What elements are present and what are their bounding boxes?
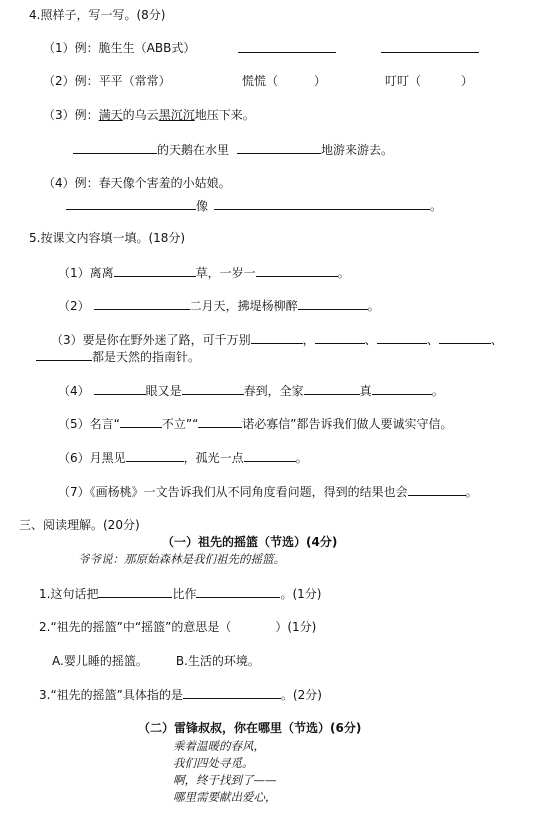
blank-line[interactable] bbox=[439, 331, 491, 344]
blank-line[interactable] bbox=[408, 483, 466, 496]
blank-line[interactable] bbox=[183, 686, 281, 699]
q5-l3-sep4: 、 bbox=[490, 333, 503, 347]
q4-s1-prefix: 例： bbox=[74, 41, 99, 55]
blank-line[interactable] bbox=[66, 197, 196, 210]
q5-l1-t3: 。 bbox=[337, 266, 350, 280]
q5-l2-t2: 。 bbox=[367, 299, 380, 313]
q5-l7-t1: 《画杨桃》一文告诉我们从不同角度看问题，得到的结果也会 bbox=[89, 485, 408, 499]
passage1-quote: 爷爷说：那原始森林是我们祖先的摇篮。 bbox=[78, 552, 285, 566]
q4-s4b bbox=[66, 197, 442, 214]
q4-heading: 4.照样子，写一写。(8分) bbox=[29, 8, 166, 22]
blank-line[interactable] bbox=[114, 264, 196, 277]
blank-line[interactable] bbox=[214, 197, 430, 210]
blank-line[interactable] bbox=[298, 297, 368, 310]
q5-l4-t4: 。 bbox=[431, 384, 444, 398]
blank-line[interactable] bbox=[98, 585, 172, 598]
q3-heading: 三、阅读理解。(20分) bbox=[19, 518, 140, 532]
q4-s2-w1end: ） bbox=[314, 74, 327, 88]
poem-line: 哪里需要献出爱心， bbox=[173, 790, 277, 804]
q5-l4 bbox=[58, 382, 444, 399]
q5-l6-num: （6） bbox=[58, 451, 90, 465]
q4-s4b-end: 。 bbox=[430, 199, 443, 213]
blank-line[interactable] bbox=[377, 331, 427, 344]
q4-s2-w1: 慌慌（ bbox=[242, 74, 279, 88]
q5-l5 bbox=[58, 415, 453, 432]
blank-line[interactable] bbox=[256, 264, 338, 277]
q4-s3-t2: 的乌云 bbox=[122, 108, 159, 122]
q4-s3-num: （3） bbox=[43, 108, 75, 122]
passage1-title: （一）祖先的摇篮（节选）(4分) bbox=[162, 535, 338, 549]
q5-l3-num: （3） bbox=[51, 333, 83, 347]
q5-l2 bbox=[58, 297, 380, 314]
blank-line[interactable] bbox=[36, 348, 92, 361]
q4-s2-w2: 叮叮（ bbox=[385, 74, 422, 88]
blank-line[interactable] bbox=[304, 382, 360, 395]
blank-line[interactable] bbox=[315, 331, 365, 344]
p1-item1-t3: 。(1分) bbox=[280, 587, 322, 601]
q5-l3-t1: 要是你在野外迷了路，可千万别 bbox=[82, 333, 251, 347]
q4-s2-text: 平平（常常） bbox=[98, 74, 171, 88]
q4-s1-num: （1） bbox=[43, 41, 75, 55]
p1-item2 bbox=[39, 619, 316, 635]
q4-s3-underlined-1: 满天 bbox=[98, 108, 123, 122]
blank-line[interactable] bbox=[238, 40, 336, 53]
blank-line[interactable] bbox=[244, 449, 296, 462]
p1-item3 bbox=[39, 686, 322, 703]
p1-item1-t2: 比作 bbox=[172, 587, 197, 601]
q5-l3-sep3: 、 bbox=[426, 333, 439, 347]
blank-line[interactable] bbox=[381, 40, 479, 53]
q5-l5-t3: 诺必寡信”都告诉我们做人要诚实守信。 bbox=[242, 417, 453, 431]
q4-s1-text: 脆生生（ABB式） bbox=[98, 41, 196, 55]
q4-s2-word2 bbox=[385, 73, 473, 89]
q5-l4-num: （4） bbox=[58, 384, 90, 398]
q4-s1 bbox=[43, 40, 195, 56]
blank-line[interactable] bbox=[94, 297, 190, 310]
q5-l6 bbox=[58, 449, 308, 466]
q5-l3-sep1: ， bbox=[302, 333, 315, 347]
q4-s3b-t1: 的天鹅在水里 bbox=[157, 143, 230, 157]
q4-s3-t4: 地压下来。 bbox=[194, 108, 255, 122]
poem-line: 啊，终于找到了—— bbox=[173, 773, 277, 787]
q5-l7-t2: 。 bbox=[465, 485, 478, 499]
q5-l2-t1: 二月天，拂堤杨柳醉 bbox=[189, 299, 298, 313]
q5-l5-t1: 名言“ bbox=[89, 417, 120, 431]
q4-s3b-t2: 地游来游去。 bbox=[321, 143, 394, 157]
q4-s4 bbox=[43, 175, 231, 191]
q5-l7 bbox=[58, 483, 478, 500]
q4-s4b-mid: 像 bbox=[196, 199, 209, 213]
q5-l4-t2: 春到，全家 bbox=[243, 384, 304, 398]
blank-line[interactable] bbox=[73, 141, 157, 154]
q5-l4-t3: 真 bbox=[359, 384, 372, 398]
p1-item2-t1: 2.“祖先的摇篮”中“摇篮”的意思是（ bbox=[39, 620, 232, 634]
q5-l1-num: （1） bbox=[58, 266, 90, 280]
q5-l5-t2: 不立”“ bbox=[161, 417, 199, 431]
q4-s2-prefix: 例： bbox=[74, 74, 99, 88]
q5-l1-t2: 草，一岁一 bbox=[195, 266, 256, 280]
blank-line[interactable] bbox=[196, 585, 280, 598]
option-b[interactable]: B.生活的环境。 bbox=[175, 654, 260, 668]
blank-line[interactable] bbox=[372, 382, 432, 395]
q5-l3b bbox=[36, 348, 200, 365]
q5-l3b-t1: 都是天然的指南针。 bbox=[92, 350, 201, 364]
blank-line[interactable] bbox=[120, 415, 162, 428]
p1-item3-t1: 3.“祖先的摇篮”具体指的是 bbox=[39, 688, 183, 702]
q4-s2-word1 bbox=[242, 73, 326, 89]
p1-item1-t1: 1.这句话把 bbox=[39, 587, 99, 601]
blank-line[interactable] bbox=[126, 449, 184, 462]
p1-item2-t2: ）(1分) bbox=[275, 620, 317, 634]
q4-s3-prefix: 例： bbox=[74, 108, 99, 122]
p1-item2-options bbox=[52, 653, 260, 669]
q4-s3b bbox=[73, 141, 393, 158]
q5-l4-t1: 眼又是 bbox=[145, 384, 182, 398]
q4-s4-num: （4） bbox=[43, 176, 75, 190]
q4-s3-underlined-2: 黑沉沉 bbox=[158, 108, 195, 122]
blank-line[interactable] bbox=[237, 141, 321, 154]
option-a[interactable]: A.婴儿睡的摇篮。 bbox=[52, 654, 148, 668]
p1-item3-t2: 。(2分) bbox=[280, 688, 322, 702]
q5-l3 bbox=[51, 331, 503, 348]
blank-line[interactable] bbox=[182, 382, 244, 395]
q5-heading: 5.按课文内容填一填。(18分) bbox=[29, 231, 186, 245]
q4-s2-num: （2） bbox=[43, 74, 75, 88]
passage2-title: （二）雷锋叔叔，你在哪里（节选）(6分) bbox=[138, 721, 362, 735]
blank-line[interactable] bbox=[94, 382, 146, 395]
q5-l7-num: （7） bbox=[58, 485, 90, 499]
q5-l6-t3: 。 bbox=[295, 451, 308, 465]
poem-line: 我们四处寻觅。 bbox=[173, 756, 254, 770]
q5-l1-t1: 离离 bbox=[89, 266, 114, 280]
poem-line: 乘着温暖的春风， bbox=[173, 739, 265, 753]
q4-s4-prefix: 例： bbox=[74, 176, 99, 190]
q4-s4-text: 春天像个害羞的小姑娘。 bbox=[98, 176, 231, 190]
q5-l1 bbox=[58, 264, 350, 281]
q4-s2-w2end: ） bbox=[461, 74, 474, 88]
q4-s3 bbox=[43, 107, 255, 123]
q5-l5-num: （5） bbox=[58, 417, 90, 431]
blank-line[interactable] bbox=[198, 415, 242, 428]
blank-line[interactable] bbox=[251, 331, 303, 344]
q5-l6-t2: ，孤光一点 bbox=[183, 451, 244, 465]
q4-s2 bbox=[43, 73, 171, 89]
p1-item1 bbox=[39, 585, 321, 602]
q5-l3-sep2: 、 bbox=[364, 333, 377, 347]
q5-l2-num: （2） bbox=[58, 299, 90, 313]
q5-l6-t1: 月黑见 bbox=[89, 451, 126, 465]
